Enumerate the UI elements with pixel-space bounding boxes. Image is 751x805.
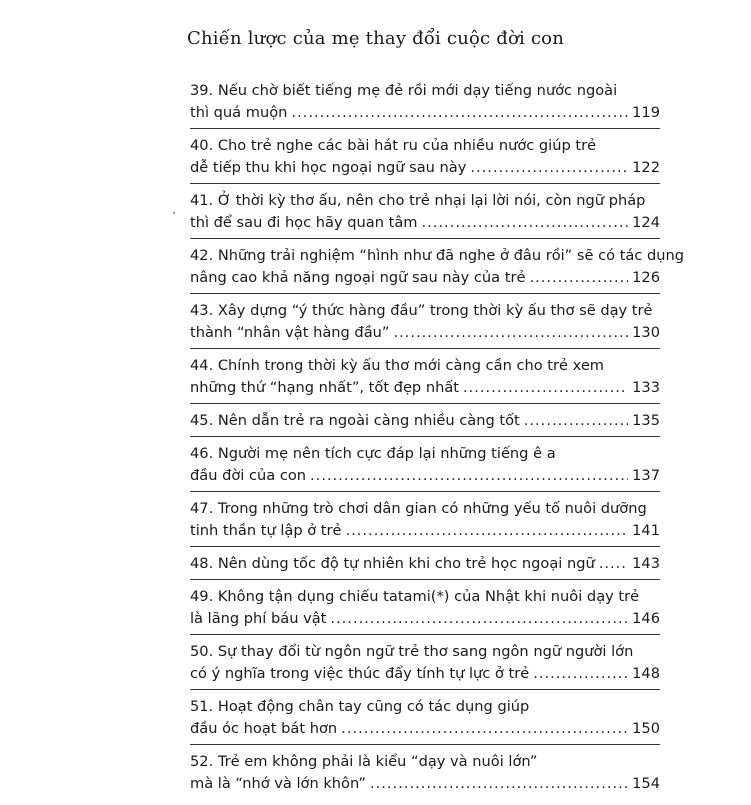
entry-title-line2-row [190, 267, 660, 289]
entry-title-line2-row [190, 102, 660, 124]
dot-leader [370, 773, 628, 795]
page-number: 126 [632, 269, 660, 286]
entry-title-line2-row [190, 410, 660, 432]
entry-title-line2-row [190, 608, 660, 630]
toc-entry-46 [190, 443, 660, 492]
entry-title-line2: thì quá muộn [190, 104, 288, 121]
entry-title-line2: tinh thần tự lập ở trẻ [190, 522, 342, 539]
dot-leader [533, 663, 628, 685]
entry-title-line1: 44. Chính trong thời kỳ ấu thơ mới càng cần cho trẻ xem [190, 357, 605, 374]
table-of-contents [190, 80, 685, 805]
dot-leader [291, 102, 628, 124]
toc-entry-40 [190, 135, 660, 184]
page-number: 130 [632, 324, 660, 341]
entry-title-line2-row [190, 465, 660, 487]
page-number: 154 [632, 775, 660, 792]
toc-entry-47 [190, 498, 660, 547]
dot-leader [524, 410, 628, 432]
dot-leader [346, 520, 629, 542]
page-number: 133 [632, 379, 660, 396]
entry-title-line1: 46. Người mẹ nên tích cực đáp lại những tiếng ê a [190, 445, 556, 462]
entry-title-line1: 47. Trong những trò chơi dân gian có những yếu tố nuôi dưỡng [190, 500, 647, 517]
entry-title-line2: những thứ “hạng nhất”, tốt đẹp nhất [190, 379, 459, 396]
entry-title-line2: 48. Nên dùng tốc độ tự nhiên khi cho trẻ học ngoại ngữ [190, 555, 595, 572]
toc-entry-50 [190, 641, 660, 690]
toc-entry-49 [190, 586, 660, 635]
toc-entry-39 [190, 80, 660, 129]
dot-leader [310, 465, 628, 487]
entry-title-line2-row [190, 553, 660, 575]
entry-title-line1: 49. Không tận dụng chiếu tatami(*) của Nhật khi nuôi dạy trẻ [190, 588, 640, 605]
entry-title-line2-row [190, 377, 660, 399]
entry-title-line2-row [190, 520, 660, 542]
page-number: 122 [632, 159, 660, 176]
page-number: 143 [632, 555, 660, 572]
entry-title-line2: đầu đời của con [190, 467, 307, 484]
page-number: 150 [632, 720, 660, 737]
page-number: 146 [632, 610, 660, 627]
dot-leader [599, 553, 628, 575]
toc-entry-48 [190, 553, 660, 580]
entry-title-line1: 51. Hoạt động chân tay cũng có tác dụng giúp [190, 698, 530, 715]
entry-title-line2: thành “nhân vật hàng đầu” [190, 324, 390, 341]
toc-entry-41 [190, 190, 660, 239]
toc-entry-52 [190, 751, 660, 799]
toc-entry-44 [190, 355, 660, 404]
entry-title-line2-row [190, 663, 660, 685]
margin-mark [173, 212, 175, 214]
page-number: 148 [632, 665, 660, 682]
entry-title-line2: 45. Nên dẫn trẻ ra ngoài càng nhiều càng tốt [190, 412, 520, 429]
entry-title-line2-row [190, 212, 660, 234]
entry-title-line2: thì để sau đi học hãy quan tâm [190, 214, 418, 231]
entry-title-line1: 42. Những trải nghiệm “hình như đã nghe ở đâu rồi” sẽ có tác dụng [190, 247, 685, 264]
toc-entry-43 [190, 300, 660, 349]
page-number: 135 [632, 412, 660, 429]
entry-title-line2: nâng cao khả năng ngoại ngữ sau này của trẻ [190, 269, 526, 286]
entry-title-line1: 41. Ở thời kỳ thơ ấu, nên cho trẻ nhại lại lời nói, còn ngữ pháp [190, 192, 646, 209]
entry-title-line2: mà là “nhớ và lớn khôn” [190, 775, 366, 792]
dot-leader [463, 377, 628, 399]
toc-entry-51 [190, 696, 660, 745]
entry-title-line1: 52. Trẻ em không phải là kiểu “dạy và nuôi lớn” [190, 753, 538, 770]
page-number: 141 [632, 522, 660, 539]
dot-leader [529, 267, 628, 289]
toc-entry-42 [190, 245, 685, 294]
dot-leader [330, 608, 628, 630]
entry-title-line2: là lãng phí báu vật [190, 610, 327, 627]
entry-title-line1: 50. Sự thay đổi từ ngôn ngữ trẻ thơ sang ngôn ngữ người lớn [190, 643, 634, 660]
page-header-title: Chiến lược của mẹ thay đổi cuộc đời con [187, 28, 564, 49]
entry-title-line2: dễ tiếp thu khi học ngoại ngữ sau này [190, 159, 467, 176]
entry-title-line2-row [190, 718, 660, 740]
dot-leader [421, 212, 628, 234]
entry-title-line1: 40. Cho trẻ nghe các bài hát ru của nhiều nước giúp trẻ [190, 137, 597, 154]
entry-title-line2-row [190, 322, 660, 344]
entry-title-line2: có ý nghĩa trong việc thúc đẩy tính tự lực ở trẻ [190, 665, 530, 682]
entry-title-line1: 43. Xây dựng “ý thức hàng đầu” trong thời kỳ ấu thơ sẽ dạy trẻ [190, 302, 653, 319]
page-number: 137 [632, 467, 660, 484]
entry-title-line2: đầu óc hoạt bát hơn [190, 720, 338, 737]
dot-leader [341, 718, 628, 740]
toc-entry-45 [190, 410, 660, 437]
dot-leader [393, 322, 628, 344]
entry-title-line2-row [190, 773, 660, 795]
entry-title-line2-row [190, 157, 660, 179]
page-number: 124 [632, 214, 660, 231]
page-number: 119 [632, 104, 660, 121]
entry-title-line1: 39. Nếu chờ biết tiếng mẹ đẻ rồi mới dạy tiếng nước ngoài [190, 82, 618, 99]
dot-leader [470, 157, 628, 179]
